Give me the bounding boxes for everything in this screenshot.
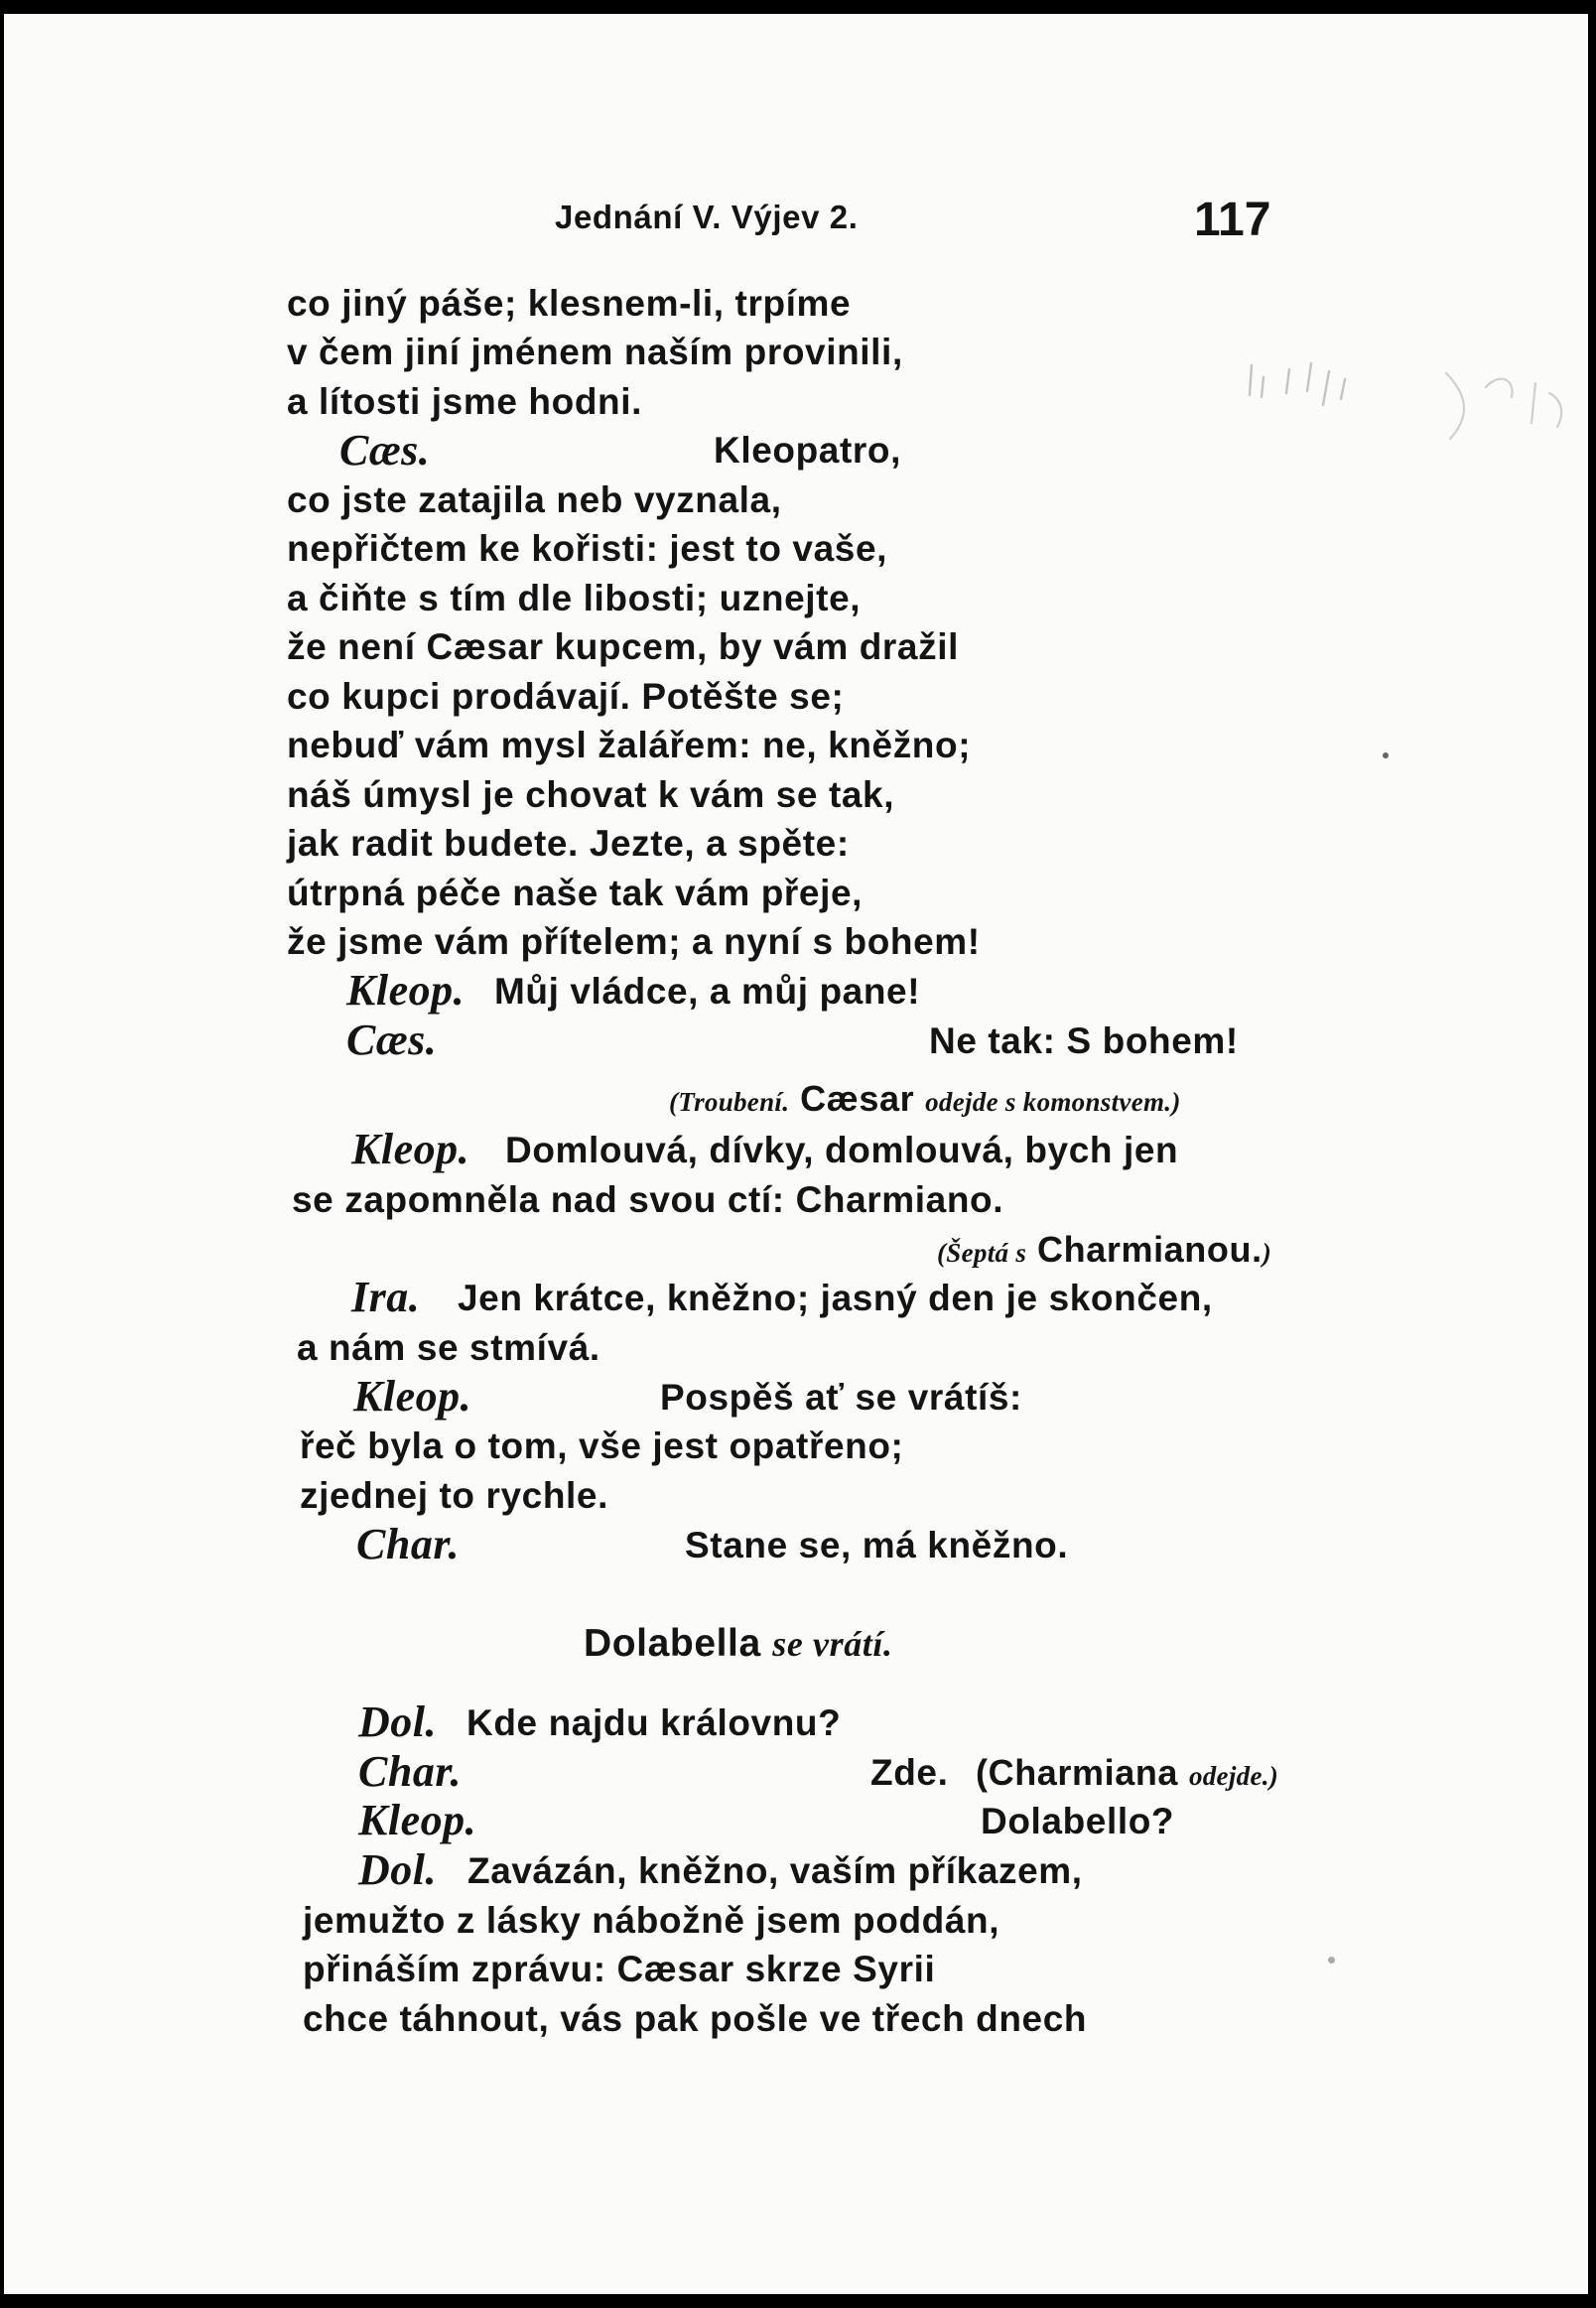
speaker-name: Char. xyxy=(356,1520,461,1568)
speaker-name: Ira. xyxy=(351,1273,421,1321)
direction-name: Charmiana xyxy=(988,1752,1179,1793)
speech-text: Kleopatro, xyxy=(714,430,901,471)
speech-text: Zde. xyxy=(870,1752,949,1793)
speech-text: Můj vládce, a můj pane! xyxy=(494,971,921,1012)
verse-line: a nám se stmívá. xyxy=(297,1327,600,1368)
direction-text: Šeptá s xyxy=(946,1238,1027,1268)
verse-line: jak radit budete. Jezte, a spěte: xyxy=(287,823,850,864)
speech-text: Stane se, má kněžno. xyxy=(685,1525,1069,1565)
direction-open-paren: ( xyxy=(669,1087,679,1117)
verse-line: co jiný páše; klesnem-li, trpíme xyxy=(287,283,852,324)
verse-line: řeč byla o tom, vše jest opatřeno; xyxy=(300,1426,904,1466)
direction-close-paren: ) xyxy=(1171,1087,1181,1117)
running-title: Jednání V. Výjev 2. xyxy=(555,199,859,235)
verse-line: nepřičtem ke kořisti: jest to vaše, xyxy=(287,528,888,569)
direction-name: Charmianou. xyxy=(1037,1229,1263,1270)
speech-text: Jen krátce, kněžno; jasný den je skončen, xyxy=(458,1278,1213,1318)
pencil-marginalia-icon xyxy=(1238,353,1575,463)
speaker-name: Kleop. xyxy=(346,966,466,1015)
direction-open-paren: ( xyxy=(937,1238,947,1268)
direction-open-paren: ( xyxy=(976,1752,989,1793)
verse-line: se zapomněla nad svou ctí: Charmiano. xyxy=(292,1179,1004,1220)
verse-line: nebuď vám mysl žalářem: ne, kněžno; xyxy=(287,725,972,765)
speech-text: Kde najdu královnu? xyxy=(466,1702,842,1743)
speaker-name: Char. xyxy=(358,1747,463,1796)
stage-direction xyxy=(976,1754,1278,1791)
verse-line: že jsme vám přítelem; a nyní s bohem! xyxy=(287,921,981,962)
verse-line: co jste zatajila neb vyznala, xyxy=(287,479,782,520)
verse-line: v čem jiní jménem naším provinili, xyxy=(287,332,903,372)
book-page xyxy=(4,14,1588,2294)
stage-direction xyxy=(669,1080,1181,1117)
entrance-heading xyxy=(584,1624,893,1663)
speech-text: Domlouvá, dívky, domlouvá, bych jen xyxy=(505,1130,1179,1170)
direction-name: Cæsar xyxy=(800,1078,915,1119)
stray-dot xyxy=(1383,752,1389,758)
verse-line: útrpná péče naše tak vám přeje, xyxy=(287,873,864,913)
verse-line: a lítosti jsme hodni. xyxy=(287,381,642,422)
page-number: 117 xyxy=(1194,194,1271,246)
direction-close-paren: ) xyxy=(1268,1761,1279,1791)
verse-line: co kupci prodávají. Potěšte se; xyxy=(287,676,845,717)
direction-text: Troubení. xyxy=(678,1087,790,1117)
speaker-name: Cæs. xyxy=(346,1016,438,1064)
speech-text: Dolabello? xyxy=(981,1801,1175,1841)
verse-line: jemužto z lásky nábožně jsem poddán, xyxy=(303,1900,1000,1941)
verse-line: chce táhnout, vás pak pošle ve třech dnech xyxy=(303,1998,1088,2039)
verse-line: a čiňte s tím dle libosti; uznejte, xyxy=(287,578,862,618)
direction-text: odejde s komonstvem. xyxy=(925,1087,1172,1117)
speaker-name: Kleop. xyxy=(358,1796,477,1844)
speech-text: Pospěš ať se vrátíš: xyxy=(660,1377,1022,1418)
entrance-character: Dolabella xyxy=(584,1622,761,1665)
entrance-text: se vrátí. xyxy=(772,1624,893,1664)
verse-line: náš úmysl je chovat k vám se tak, xyxy=(287,774,895,815)
verse-line: že není Cæsar kupcem, by vám dražil xyxy=(287,626,959,667)
verse-line: přináším zprávu: Cæsar skrze Syrii xyxy=(303,1949,936,1989)
speaker-name: Kleop. xyxy=(351,1125,470,1173)
speaker-name: Cæs. xyxy=(339,426,431,475)
speech-text: Zavázán, kněžno, vaším příkazem, xyxy=(467,1850,1083,1891)
speaker-name: Kleop. xyxy=(353,1372,472,1421)
speaker-name: Dol. xyxy=(358,1697,437,1746)
stray-dot xyxy=(1328,1957,1335,1964)
speech-text: Ne tak: S bohem! xyxy=(929,1020,1239,1061)
verse-line: zjednej to rychle. xyxy=(300,1475,608,1516)
direction-text: odejde. xyxy=(1188,1761,1269,1791)
direction-close-paren: ) xyxy=(1262,1238,1271,1268)
stage-direction xyxy=(937,1231,1271,1268)
speaker-name: Dol. xyxy=(358,1845,437,1894)
